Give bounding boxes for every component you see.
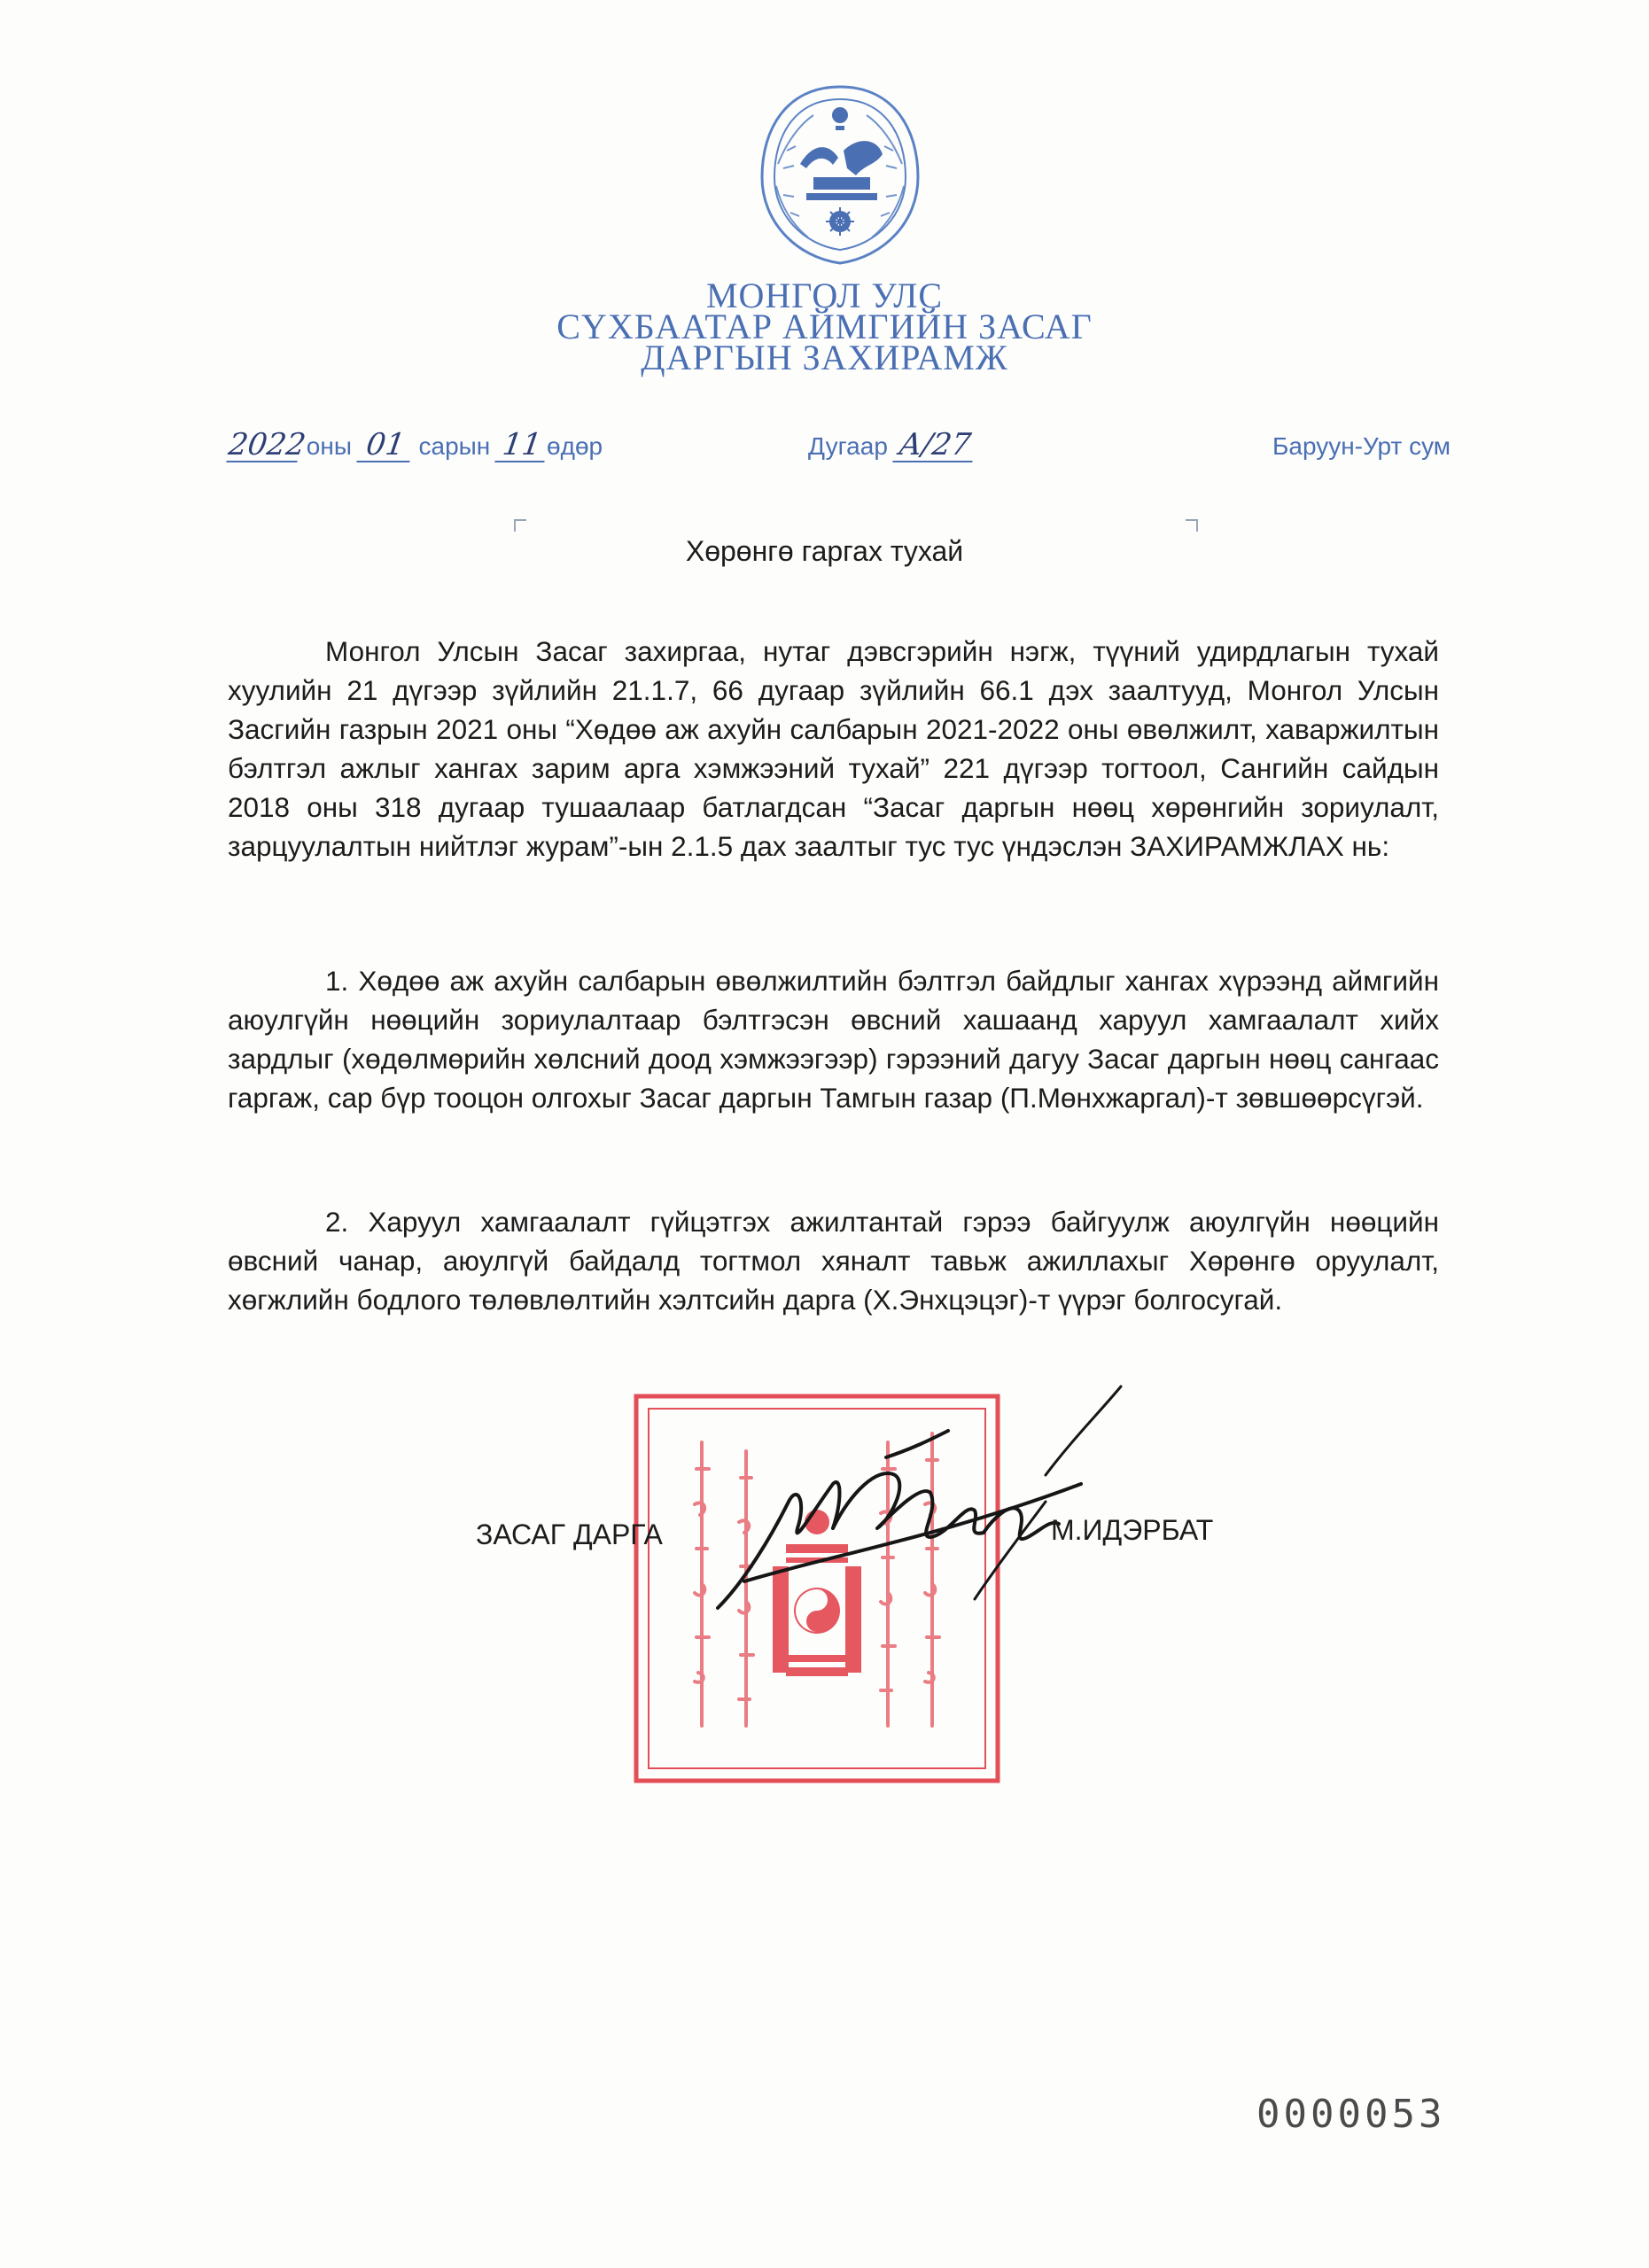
document-number-line xyxy=(808,429,975,464)
handwritten-month: 01 xyxy=(356,429,414,462)
title-bracket-right xyxy=(1186,519,1198,532)
handwritten-year: 2022 xyxy=(226,427,308,462)
title-bracket-left xyxy=(514,519,526,532)
date-line xyxy=(226,427,603,464)
handwritten-day: 11 xyxy=(494,429,548,462)
handwritten-number: А/27 xyxy=(892,429,976,462)
state-emblem-icon xyxy=(751,80,929,270)
signatory-role: ЗАСАГ ДАРГА xyxy=(476,1518,663,1550)
org-name-line-1: МОНГОЛ УЛС xyxy=(705,276,944,315)
body-paragraph-item-1: 1. Хөдөө аж ахуйн салбарын өвөлжилтийн бэлтгэл байдлыг хангах хүрээнд аймгийн аюулгүйн нөөцийн зориулалтаар бэлтгэсэн өвсний хашаанд харуул хамгаалалт хийх зардлыг (хөдөлмөрийн хөлсний доод хэмжээгээр) гэрээний дагуу Засаг даргын нөөц сангаас гаргаж, сар бүр тооцон олгохыг Засаг даргын Тамгын газар (П.Мөнхжаргал)-т зөвшөөрсүгэй. xyxy=(228,965,1439,1114)
serial-number: 0000053 xyxy=(1256,2092,1446,2137)
document-title: Хөрөнгө гаргах тухай xyxy=(685,535,964,567)
place-name: Баруун-Урт сум xyxy=(1272,432,1451,460)
body-paragraph-item-2: 2. Харуул хамгаалалт гүйцэтгэх ажилтантай гэрээ байгуулж аюулгүйн нөөцийн өвсний чанар, аюулгүй байдалд тогтмол хяналт тавьж ажиллахыг Хөрөнгө оруулалт, хөгжлийн бодлого төлөвлөлтийн хэлтсийн дарга (Х.Энхцэцэг)-т үүрэг болгосугай. xyxy=(228,1206,1439,1316)
org-name-line-2: СҮХБААТАР АЙМГИЙН ЗАСАГ xyxy=(556,307,1093,346)
year-suffix: оны xyxy=(306,432,352,460)
document-type: ДАРГЫН ЗАХИРАМЖ xyxy=(641,338,1008,377)
day-suffix: өдөр xyxy=(547,432,603,460)
month-suffix: сарын xyxy=(418,432,491,460)
signatory-name: М.ИДЭРБАТ xyxy=(1051,1514,1214,1546)
number-label: Дугаар xyxy=(808,432,888,460)
body-paragraph-preamble: Монгол Улсын Засаг захиргаа, нутаг дэвсгэрийн нэгж, түүний удирдлагын тухай хуулийн 21 дүгээр зүйлийн 21.1.7, 66 дугаар зүйлийн 66.1 дэх заалтууд, Монгол Улсын Засгийн газрын 2021 оны “Хөдөө аж ахуйн салбарын 2021-2022 оны өвөлжилт, хаваржилтын бэлтгэл ажлыг хангах зарим арга хэмжээний тухай” 221 дүгээр тогтоол, Сангийн сайдын 2018 оны 318 дугаар тушаалаар батлагдсан “Засаг даргын нөөц хөрөнгийн зориулалт, зарцуулалтын нийтлэг журам”-ын 2.1.5 дах заалтыг тус тус үндэслэн ЗАХИРАМЖЛАХ нь: xyxy=(228,635,1439,862)
